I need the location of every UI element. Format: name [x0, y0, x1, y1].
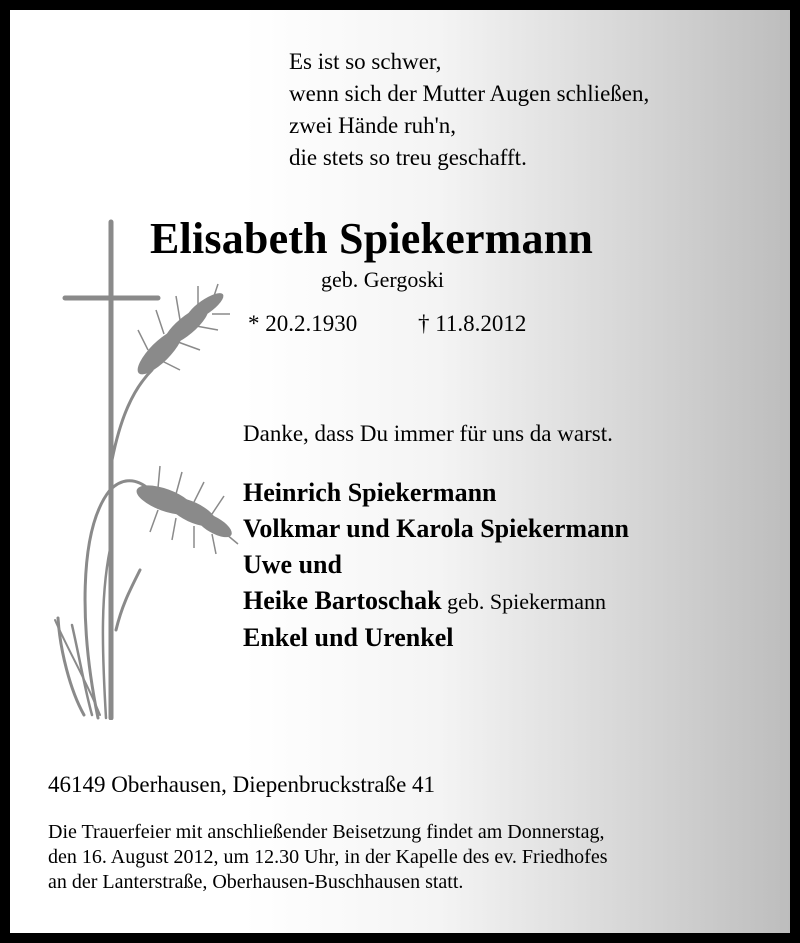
poem-line: wenn sich der Mutter Augen schließen,: [289, 81, 650, 106]
family-member: Uwe und: [243, 550, 342, 579]
funeral-service-notice: [48, 820, 607, 895]
family-member: Volkmar und Karola Spiekermann: [243, 514, 630, 543]
cross-with-wheat-icon: [40, 210, 240, 720]
address: 46149 Oberhausen, Diepenbruckstraße 41: [48, 772, 436, 797]
service-line: an der Lanterstraße, Oberhausen-Buschhausen statt.: [48, 871, 464, 893]
family-member: [243, 583, 629, 620]
deceased-name: Elisabeth Spiekermann: [150, 214, 594, 263]
poem-line: zwei Hände ruh'n,: [289, 113, 456, 138]
poem: [289, 46, 649, 174]
birth-date: * 20.2.1930: [248, 311, 358, 336]
poem-line: die stets so treu geschafft.: [289, 145, 527, 170]
family-member-maiden: geb. Spiekermann: [441, 589, 606, 614]
death-date: † 11.8.2012: [418, 311, 527, 336]
poem-line: Es ist so schwer,: [289, 49, 442, 74]
family-member-name: Heike Bartoschak: [243, 586, 442, 615]
thanks-line: Danke, dass Du immer für uns da warst.: [243, 421, 613, 446]
service-line: den 16. August 2012, um 12.30 Uhr, in der Kapelle des ev. Friedhofes: [48, 846, 608, 868]
family-list: [243, 475, 629, 656]
maiden-name: geb. Gergoski: [321, 267, 445, 292]
service-line: Die Trauerfeier mit anschließender Beisetzung findet am Donnerstag,: [48, 821, 605, 843]
family-member: Heinrich Spiekermann: [243, 478, 497, 507]
family-member: Enkel und Urenkel: [243, 623, 454, 652]
